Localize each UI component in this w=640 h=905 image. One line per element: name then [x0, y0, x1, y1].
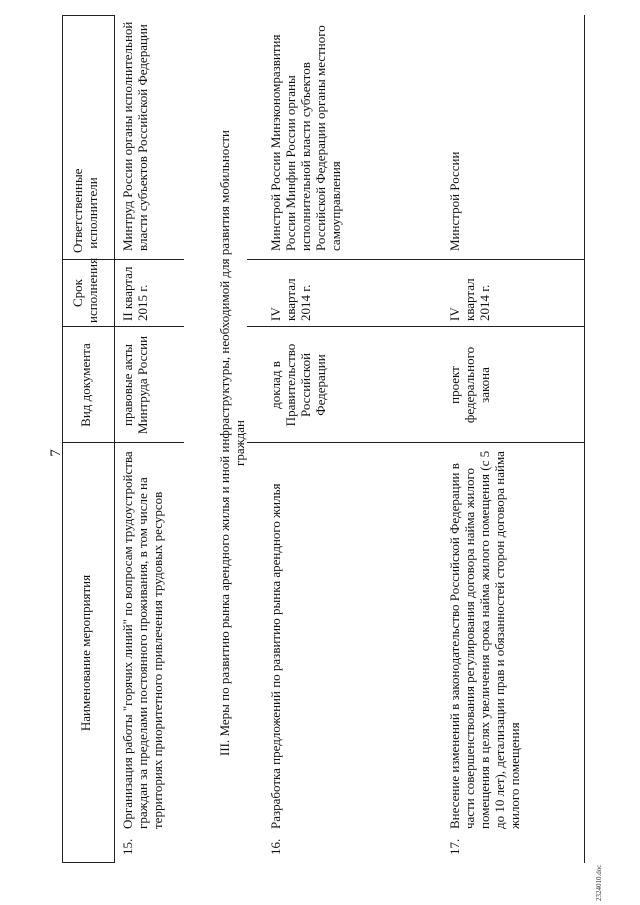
row-number: 17.: [447, 838, 462, 855]
column-rule: [247, 442, 584, 443]
row-responsible: Минстрой России: [447, 151, 462, 251]
header-bottom-rule: [114, 15, 115, 863]
row-number: 15.: [120, 838, 135, 855]
row-name: Разработка предложений по развитию рынка арендного жилья: [268, 483, 283, 829]
header-doc-type: Вид документа: [78, 343, 93, 427]
column-rule: [62, 15, 114, 16]
row-deadline: IV квартал 2014 г.: [447, 278, 492, 321]
header-responsible: Ответственные исполнители: [70, 168, 100, 253]
measures-table: [62, 15, 585, 863]
section-title: III. Меры по развитию рынка арендного жилья и иной инфраструктуры, необходимой для развития мобильности граждан: [217, 129, 247, 757]
header-deadline: Срок исполнения: [70, 257, 100, 323]
row-responsible: Минстрой России Минэкономразвития России Минфин России органы исполнительной власти субъектов Российской Федерации органы местного самоуправления: [268, 25, 343, 251]
row-name: Внесение изменений в законодательство Российской Федерации в части совершенствования регулирования договора найма жилого помещения в целях увеличения срока найма жилого помещения (с 5 до 10 лет), детализации прав и обязанностей сторон договора найма жилого помещения: [447, 450, 522, 829]
column-rule: [62, 259, 184, 260]
row-responsible: Минтруд России органы исполнительной власти субъектов Российской Федерации: [120, 21, 150, 251]
row-doc-type: проект федерального закона: [447, 346, 492, 424]
header-name: Наименование мероприятия: [78, 574, 93, 732]
row-number: 16.: [268, 838, 283, 855]
row-doc-type: доклад в Правительство Российской Федерации: [268, 343, 328, 427]
row-deadline: IV квартал 2014 г.: [268, 278, 313, 321]
row-doc-type: правовые акты Минтруда России: [120, 335, 150, 435]
document-footer: 2324010.doc: [595, 864, 603, 901]
column-rule: [247, 326, 584, 327]
page-number: 7: [48, 449, 64, 457]
column-rule: [247, 259, 584, 260]
row-name: Организация работы "горячих линий" по вопросам трудоустройства граждан за пределами постоянного проживания, в том числе на территориях приоритетного привлечения трудовых ресурсов: [120, 451, 165, 829]
table-top-rule: [62, 15, 63, 863]
table-bottom-rule: [584, 15, 585, 863]
row-deadline: II квартал 2015 г.: [120, 266, 150, 321]
